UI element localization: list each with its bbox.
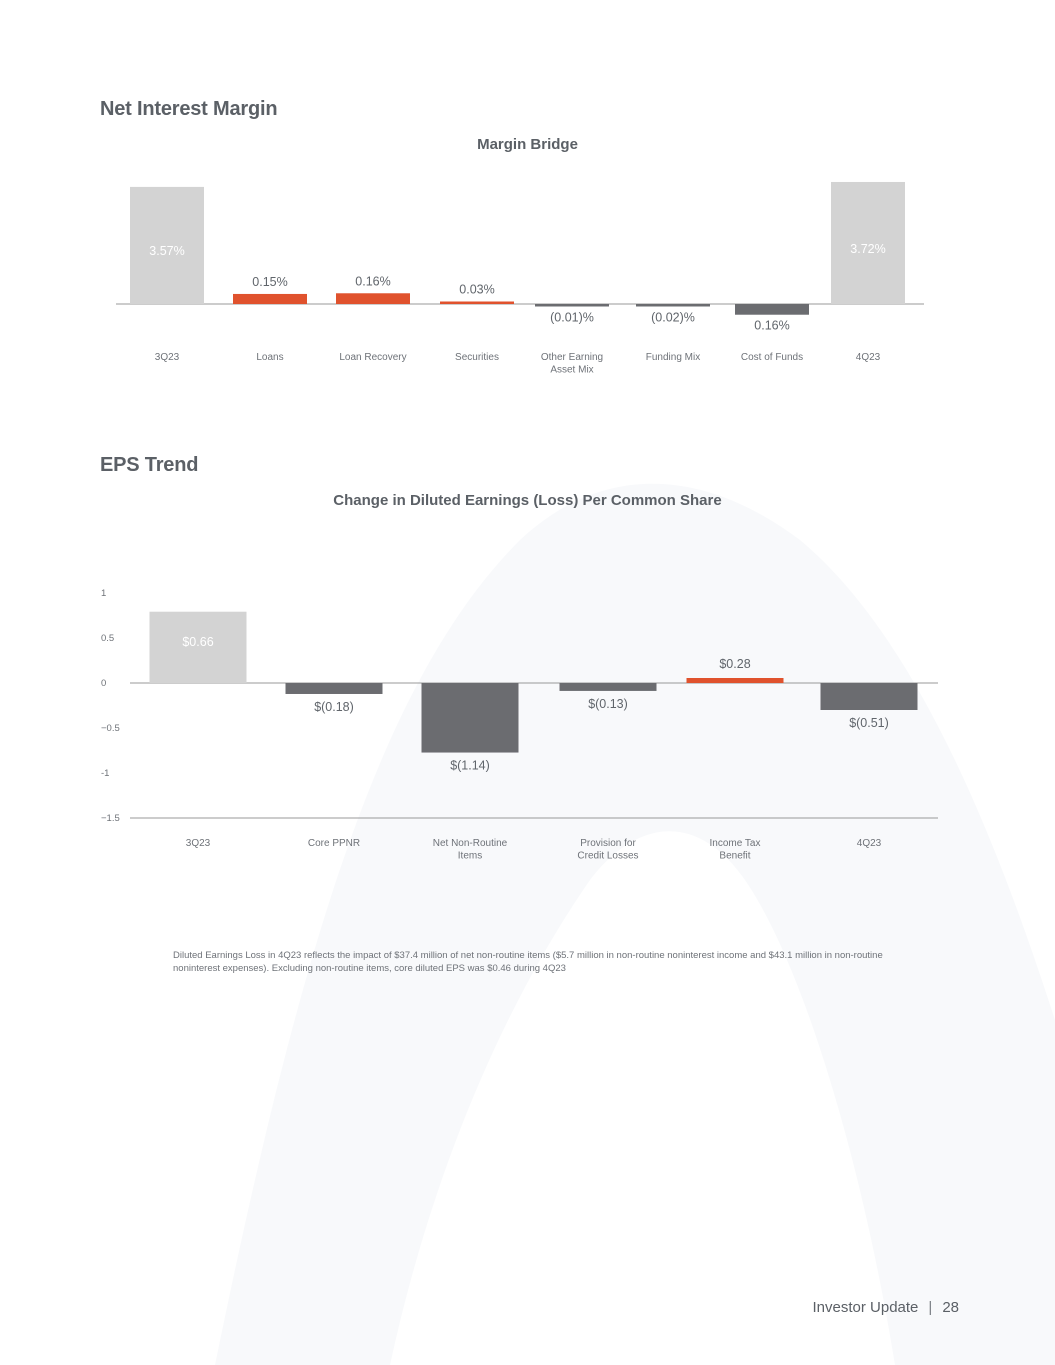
eps-ytick-label: -1 — [101, 768, 110, 779]
margin-data-label-other-earning-asset-mix: (0.01)% — [550, 310, 594, 325]
margin-bridge-chart — [0, 160, 1055, 390]
chart-title-diluted-eps-change: Change in Diluted Earnings (Loss) Per Common Share — [333, 492, 722, 509]
eps-ytick-label: 0 — [101, 678, 107, 689]
eps-data-label-3q23: $0.66 — [182, 634, 214, 649]
margin-category-label-other-earning-asset-mix: Other Earning Asset Mix — [540, 352, 604, 376]
eps-category-label-core-ppnr: Core PPNR — [307, 838, 361, 849]
chart-title-margin-bridge: Margin Bridge — [477, 136, 578, 153]
page-footer — [813, 1299, 960, 1316]
margin-bar-funding-mix — [636, 304, 710, 307]
margin-bar-other-earning-asset-mix — [535, 304, 609, 307]
margin-category-label-loan-recovery: Loan Recovery — [339, 352, 407, 363]
eps-ytick-label: 1 — [101, 588, 107, 599]
eps-data-label-net-non-routine-items: $(1.14) — [450, 758, 490, 773]
margin-category-label-loans: Loans — [256, 352, 284, 363]
eps-footnote: Diluted Earnings Loss in 4Q23 reflects the impact of $37.4 million of net non-routine items ($5.7 million in non-routine noninterest income and $43.1 million in non-routine noninterest expenses). Excluding non-routine items, core diluted EPS was $0.46 during 4Q23 — [173, 950, 883, 974]
margin-data-label-funding-mix: (0.02)% — [651, 310, 695, 325]
eps-data-label-4q23: $(0.51) — [849, 716, 889, 730]
margin-category-label-3q23: 3Q23 — [154, 352, 180, 363]
eps-data-label-core-ppnr: $(0.18) — [314, 699, 354, 714]
margin-data-label-securities: 0.03% — [459, 282, 495, 297]
footer-label: Investor Update — [812, 1299, 919, 1316]
eps-category-label-income-tax-benefit: Income Tax Benefit — [709, 838, 761, 862]
margin-category-label-securities: Securities — [455, 352, 499, 363]
eps-ytick-label: 0.5 — [101, 633, 115, 644]
eps-bar-net-non-routine-items — [422, 683, 519, 753]
eps-category-label-net-non-routine-items: Net Non-Routine Items — [432, 838, 508, 862]
eps-bar-provision-for-credit-losses — [560, 683, 657, 691]
eps-trend-chart — [0, 570, 1055, 880]
margin-category-label-4q23: 4Q23 — [855, 352, 881, 363]
eps-bar-income-tax-benefit — [687, 678, 784, 683]
margin-data-label-4q23: 3.72% — [850, 241, 886, 256]
eps-bar-core-ppnr — [286, 683, 383, 694]
margin-data-label-cost-of-funds: 0.16% — [754, 318, 790, 333]
section-heading-eps-trend: EPS Trend — [100, 454, 199, 476]
eps-data-label-provision-for-credit-losses: $(0.13) — [588, 696, 628, 711]
eps-bar-4q23 — [821, 683, 918, 710]
margin-bar-cost-of-funds — [735, 304, 809, 315]
eps-ytick-label: −0.5 — [101, 723, 120, 734]
footer-separator: | — [928, 1299, 933, 1316]
page-number: 28 — [942, 1299, 959, 1316]
eps-ytick-label: −1.5 — [101, 813, 120, 824]
eps-category-label-3q23: 3Q23 — [185, 838, 211, 849]
margin-data-label-3q23: 3.57% — [149, 243, 185, 258]
margin-category-label-cost-of-funds: Cost of Funds — [740, 352, 804, 363]
eps-category-label-provision-for-credit-losses: Provision for Credit Losses — [577, 838, 639, 862]
margin-category-label-funding-mix: Funding Mix — [645, 352, 701, 363]
section-heading-net-interest-margin: Net Interest Margin — [100, 98, 278, 120]
margin-bar-loans — [233, 294, 307, 304]
eps-data-label-income-tax-benefit: $0.28 — [719, 657, 751, 671]
margin-data-label-loan-recovery: 0.16% — [355, 274, 391, 289]
margin-data-label-loans: 0.15% — [252, 274, 288, 289]
eps-category-label-4q23: 4Q23 — [856, 838, 882, 849]
margin-bar-loan-recovery — [336, 293, 410, 304]
margin-bar-securities — [440, 302, 514, 305]
